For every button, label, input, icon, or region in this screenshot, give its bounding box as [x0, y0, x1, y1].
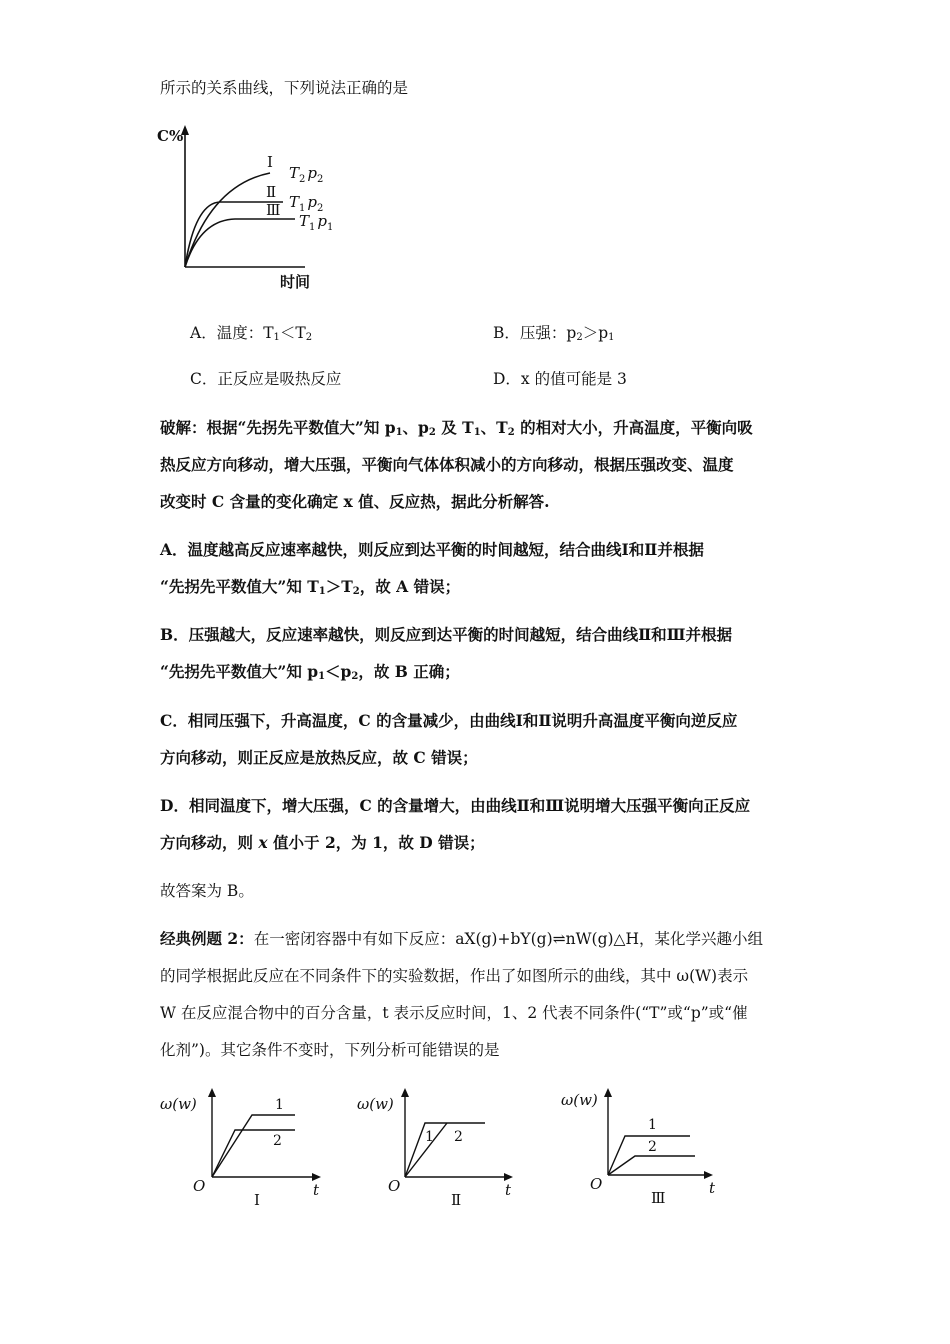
panel-3-roman: Ⅲ [651, 1189, 666, 1207]
answer-line: 故答案为 B。 [160, 882, 254, 900]
panel-3-origin: O [590, 1175, 603, 1193]
curve-1-roman: Ⅰ [267, 153, 273, 171]
curve-2-label: $T_1$ $p_2$ [289, 193, 324, 214]
explain-a-1: A．温度越高反应速率越快，则反应到达平衡的时间越短，结合曲线Ⅰ和Ⅱ并根据 [160, 540, 704, 559]
panel-2 [357, 1088, 513, 1209]
explain-b-2: “先拐先平数值大”知 $p_1<p_2$，故 B 正确； [160, 662, 460, 682]
panel-2-roman: Ⅱ [451, 1191, 462, 1209]
panel-1-series-2: 2 [273, 1133, 282, 1149]
panel-3-series-1: 1 [648, 1117, 657, 1133]
explain-b-1: B．压强越大，反应速率越快，则反应到达平衡的时间越短，结合曲线Ⅱ和Ⅲ并根据 [160, 625, 733, 644]
panel-1-y-label: ω(w) [160, 1095, 197, 1113]
panel-3-x-label: t [709, 1179, 716, 1197]
panel-1-origin: O [193, 1177, 206, 1195]
panel-2-x-label: t [505, 1181, 512, 1199]
example2-line-4: 化剂”)。其它条件不变时，下列分析可能错误的是 [160, 1041, 500, 1059]
panel-2-y-label: ω(w) [357, 1095, 394, 1113]
option-b[interactable]: B．压强：$p_2>p_1$ [493, 324, 615, 343]
option-c[interactable]: C．正反应是吸热反应 [190, 370, 342, 388]
curve-3-roman: Ⅲ [266, 201, 281, 219]
explain-a-2: “先拐先平数值大”知 $T_1>T_2$，故 A 错误； [160, 577, 461, 597]
figure-2-panels [155, 1085, 755, 1215]
example2-line-3: W 在反应混合物中的百分含量，t 表示反应时间，1、2 代表不同条件(“T”或“p”或“催 [160, 1004, 748, 1022]
explain-c-2: 方向移动，则正反应是放热反应，故 C 错误； [160, 748, 478, 767]
option-d[interactable]: D．x 的值可能是 3 [493, 370, 627, 388]
explain-d-1: D．相同温度下，增大压强，C 的含量增大，由曲线Ⅱ和Ⅲ说明增大压强平衡向正反应 [160, 796, 751, 815]
panel-2-origin: O [388, 1177, 401, 1195]
curve-1-label: $T_2$ $p_2$ [289, 164, 324, 185]
curve-2-roman: Ⅱ [266, 183, 277, 201]
analysis-line-1: 破解：根据“先拐先平数值大”知 $p_1$、$p_2$ 及 $T_1$、$T_2$ 的相对大小，升高温度，平衡向吸 [160, 418, 753, 438]
panel-2-series-2: 2 [454, 1129, 463, 1145]
panel-3 [561, 1088, 716, 1207]
figure-1-curves [155, 125, 355, 295]
explain-c-1: C．相同压强下，升高温度，C 的含量减少，由曲线Ⅰ和Ⅱ说明升高温度平衡向逆反应 [160, 711, 738, 730]
analysis-line-2: 热反应方向移动，增大压强，平衡向气体体积减小的方向移动，根据压强改变、温度 [160, 455, 734, 474]
panel-1-roman: Ⅰ [254, 1191, 260, 1209]
option-a[interactable]: A．温度：$T_1<T_2$ [190, 324, 313, 343]
panel-2-series-1: 1 [425, 1129, 434, 1145]
example2-line-1: 经典例题 2：在一密闭容器中有如下反应：aX(g)+bY(g)⇌nW(g)△H，某化学兴趣小组 [160, 929, 763, 948]
panel-1-x-label: t [313, 1181, 320, 1199]
example2-line-2: 的同学根据此反应在不同条件下的实验数据，作出了如图所示的曲线，其中 ω(W)表示 [160, 967, 749, 985]
panel-3-y-label: ω(w) [561, 1091, 598, 1109]
panel-1-series-1: 1 [275, 1097, 284, 1113]
curve-3-label: $T_1$ $p_1$ [299, 212, 334, 233]
fig1-x-label: 时间 [280, 273, 311, 291]
fig1-y-label: C% [157, 127, 184, 145]
explain-d-2: 方向移动，则 x 值小于 2，为 1，故 D 错误； [160, 833, 485, 852]
analysis-line-3: 改变时 C 含量的变化确定 x 值、反应热，据此分析解答. [160, 492, 550, 511]
panel-3-series-2: 2 [648, 1139, 657, 1155]
question-intro: 所示的关系曲线，下列说法正确的是 [160, 79, 409, 97]
panel-1 [160, 1088, 321, 1209]
